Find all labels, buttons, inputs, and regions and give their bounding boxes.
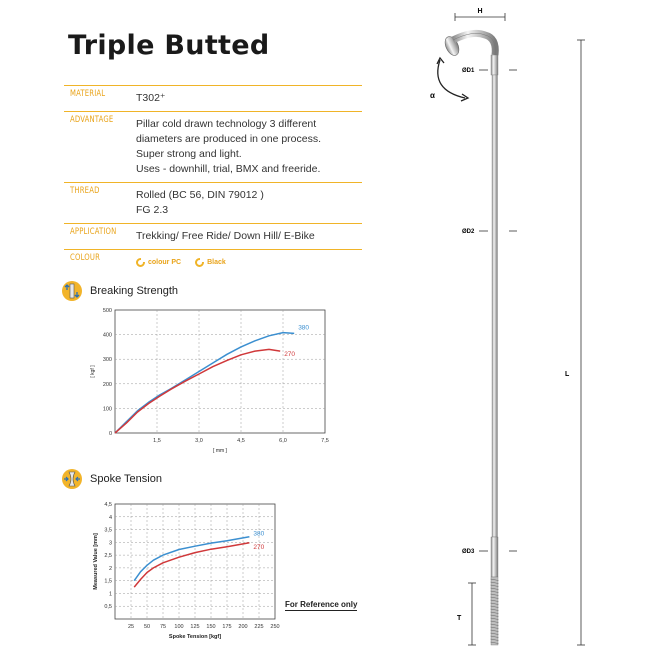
x-axis-label: [ mm ] — [213, 448, 227, 454]
y-tick-label: 4,5 — [104, 502, 112, 508]
x-tick-label: 7,5 — [321, 438, 329, 444]
dim-t-label: T — [457, 615, 462, 622]
spoke-thread — [491, 577, 499, 645]
y-tick-label: 100 — [102, 406, 112, 413]
spec-value — [136, 112, 362, 182]
spec-value — [136, 86, 362, 111]
y-tick-label: 3 — [108, 540, 112, 547]
y-tick-label: 500 — [102, 308, 112, 314]
spec-line: Rolled (BC 56, DIN 79012 ) — [136, 189, 264, 201]
dim-d2-label: ØD2 — [462, 229, 475, 235]
spec-label: COLOUR — [70, 253, 101, 263]
y-tick-label: 1,5 — [104, 578, 112, 585]
spec-line: T302⁺ — [136, 92, 166, 104]
x-tick-label: 250 — [270, 624, 280, 630]
colour-label: Black — [207, 259, 226, 266]
y-tick-label: 400 — [102, 332, 112, 339]
dim-d3-label: ØD3 — [462, 549, 475, 555]
x-tick-label: 150 — [206, 624, 216, 630]
spoke-shaft-d3 — [491, 537, 498, 577]
spoke-shaft-d1 — [491, 55, 498, 75]
series-label-270: 270 — [284, 351, 296, 359]
x-tick-label: 100 — [174, 624, 184, 630]
spoke-tension-icon — [62, 469, 82, 489]
x-tick-label: 6,0 — [279, 438, 287, 444]
dim-d1-label: ØD1 — [462, 68, 475, 74]
x-tick-label: 4,5 — [237, 438, 245, 444]
series-label-380: 380 — [298, 324, 310, 332]
y-tick-label: 2,5 — [104, 553, 112, 560]
x-tick-label: 125 — [190, 624, 200, 630]
spec-value — [136, 250, 362, 275]
alpha-label: α — [430, 91, 435, 100]
alpha-arc — [438, 60, 465, 98]
spec-line: Super strong and light. — [136, 148, 242, 160]
spec-row-thread — [64, 183, 362, 224]
spec-row-application — [64, 224, 362, 250]
spec-row-material — [64, 85, 362, 112]
breaking-strength-icon — [62, 281, 82, 301]
y-tick-label: 4 — [108, 514, 112, 521]
colour-black-icon — [195, 258, 204, 267]
spec-label: APPLICATION — [70, 227, 117, 237]
plot-area — [115, 310, 325, 433]
x-axis-label: Spoke Tension [kgf] — [168, 634, 222, 640]
spec-label: MATERIAL — [70, 89, 106, 99]
spec-line: Uses - downhill, trial, BMX and freeride. — [136, 163, 321, 175]
x-tick-label: 175 — [222, 624, 232, 630]
colour-pc-icon — [136, 258, 145, 267]
y-tick-label: 0,5 — [104, 604, 112, 611]
y-tick-label: 2 — [108, 565, 112, 572]
x-tick-label: 1,5 — [153, 438, 161, 444]
y-axis-label: Measured Value [mm] — [93, 533, 99, 590]
section-title: Spoke Tension — [90, 473, 162, 485]
x-tick-label: 225 — [254, 624, 264, 630]
spec-line: Trekking/ Free Ride/ Down Hill/ E-Bike — [136, 230, 315, 242]
y-tick-label: 3,5 — [104, 527, 112, 534]
spec-line: FG 2.3 — [136, 204, 169, 216]
reference-note: For Reference only — [285, 600, 358, 609]
spec-line: diameters are produced in one process. — [136, 133, 322, 145]
colour-option — [195, 255, 226, 270]
spec-line: Pillar cold drawn technology 3 different — [136, 118, 317, 130]
series-label-380: 380 — [253, 530, 265, 538]
breaking-strength-header — [62, 281, 178, 301]
x-tick-label: 25 — [127, 624, 135, 630]
spec-label: THREAD — [70, 186, 100, 196]
spec-value — [136, 183, 362, 223]
spoke-diagram — [425, 0, 645, 650]
spoke-tension-chart — [82, 492, 312, 652]
spec-row-advantage — [64, 112, 362, 183]
thread-body — [491, 577, 498, 645]
y-tick-label: 200 — [102, 381, 112, 388]
x-tick-label: 200 — [238, 624, 248, 630]
spec-row-colour — [64, 250, 362, 275]
series-label-270: 270 — [253, 543, 265, 551]
y-tick-label: 0 — [108, 431, 112, 437]
colour-label: colour PC — [148, 259, 182, 266]
y-tick-label: 1 — [108, 591, 112, 598]
page-title: Triple Butted — [68, 30, 270, 61]
y-axis-label: [ kgf ] — [90, 365, 96, 378]
spoke-shaft-d2 — [492, 75, 498, 537]
x-tick-label: 50 — [143, 624, 151, 630]
spec-label: ADVANTAGE — [70, 115, 114, 125]
spoke-tension-header — [62, 469, 162, 489]
alpha-arrow — [437, 58, 444, 64]
breaking-strength-chart — [85, 300, 355, 470]
y-tick-label: 300 — [102, 357, 112, 364]
spec-table — [64, 85, 362, 275]
x-tick-label: 75 — [159, 624, 167, 630]
dim-h-label: H — [477, 8, 483, 15]
dim-l-label: L — [565, 371, 570, 378]
x-tick-label: 3,0 — [195, 438, 203, 444]
section-title: Breaking Strength — [90, 285, 179, 297]
colour-option — [136, 255, 181, 270]
spec-value — [136, 224, 362, 249]
